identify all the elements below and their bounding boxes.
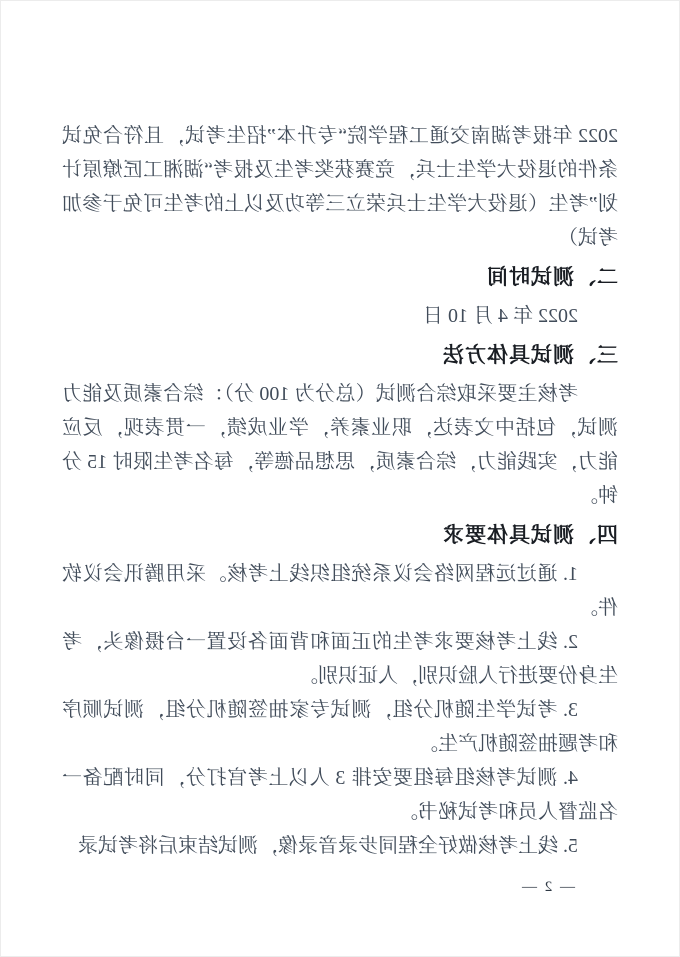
requirement-item-3: 3. 考试学生随机分组，测试专家抽签随机分组，测试顺序和考题抽签随机产生。 xyxy=(62,699,618,755)
page-number: — 2 — xyxy=(520,879,575,895)
paragraph-test-method: 考核主要采取综合测试（总分为 100 分）：综合素质及能力测试，包括中文表达，职业素养，学业成绩，一贯表现，反应能力，实践能力，综合素质，思想品德等，每名考生限时 15 分钟。 xyxy=(62,383,618,507)
requirement-item-2: 2. 线上考核要求考生的正面和背面各设置一台摄像头，考生身份要进行人脸识别，人证识别。 xyxy=(62,631,618,687)
section-heading-4: 四、测试具体要求 xyxy=(442,523,618,547)
test-date-line: 2022 年 4 月 10 日 xyxy=(423,305,578,327)
requirement-item-4: 4. 测试考核组每组要安排 3 人以上考官打分，同时配备一名监督人员和考试秘书。 xyxy=(62,767,618,823)
section-heading-2: 二、测试时间 xyxy=(486,265,618,289)
paragraph-continuation: 2022 年报考湖南交通工程学院“专升本”招生考试，且符合免试条件的退役大学生士兵，竞赛获奖考生及报考“湖湘工匠燎原计划”考生（退役大学生士兵荣立三等功及以上的考生可免于参加考试） xyxy=(62,125,618,249)
requirement-item-1: 1. 通过远程网络会议系统组织线上考核。采用腾讯会议软件。 xyxy=(62,563,618,619)
requirement-item-5: 5. 线上考核做好全程同步录音录像，测试结束后将考试录 xyxy=(78,835,578,857)
section-heading-3: 三、测试具体方法 xyxy=(442,343,618,367)
